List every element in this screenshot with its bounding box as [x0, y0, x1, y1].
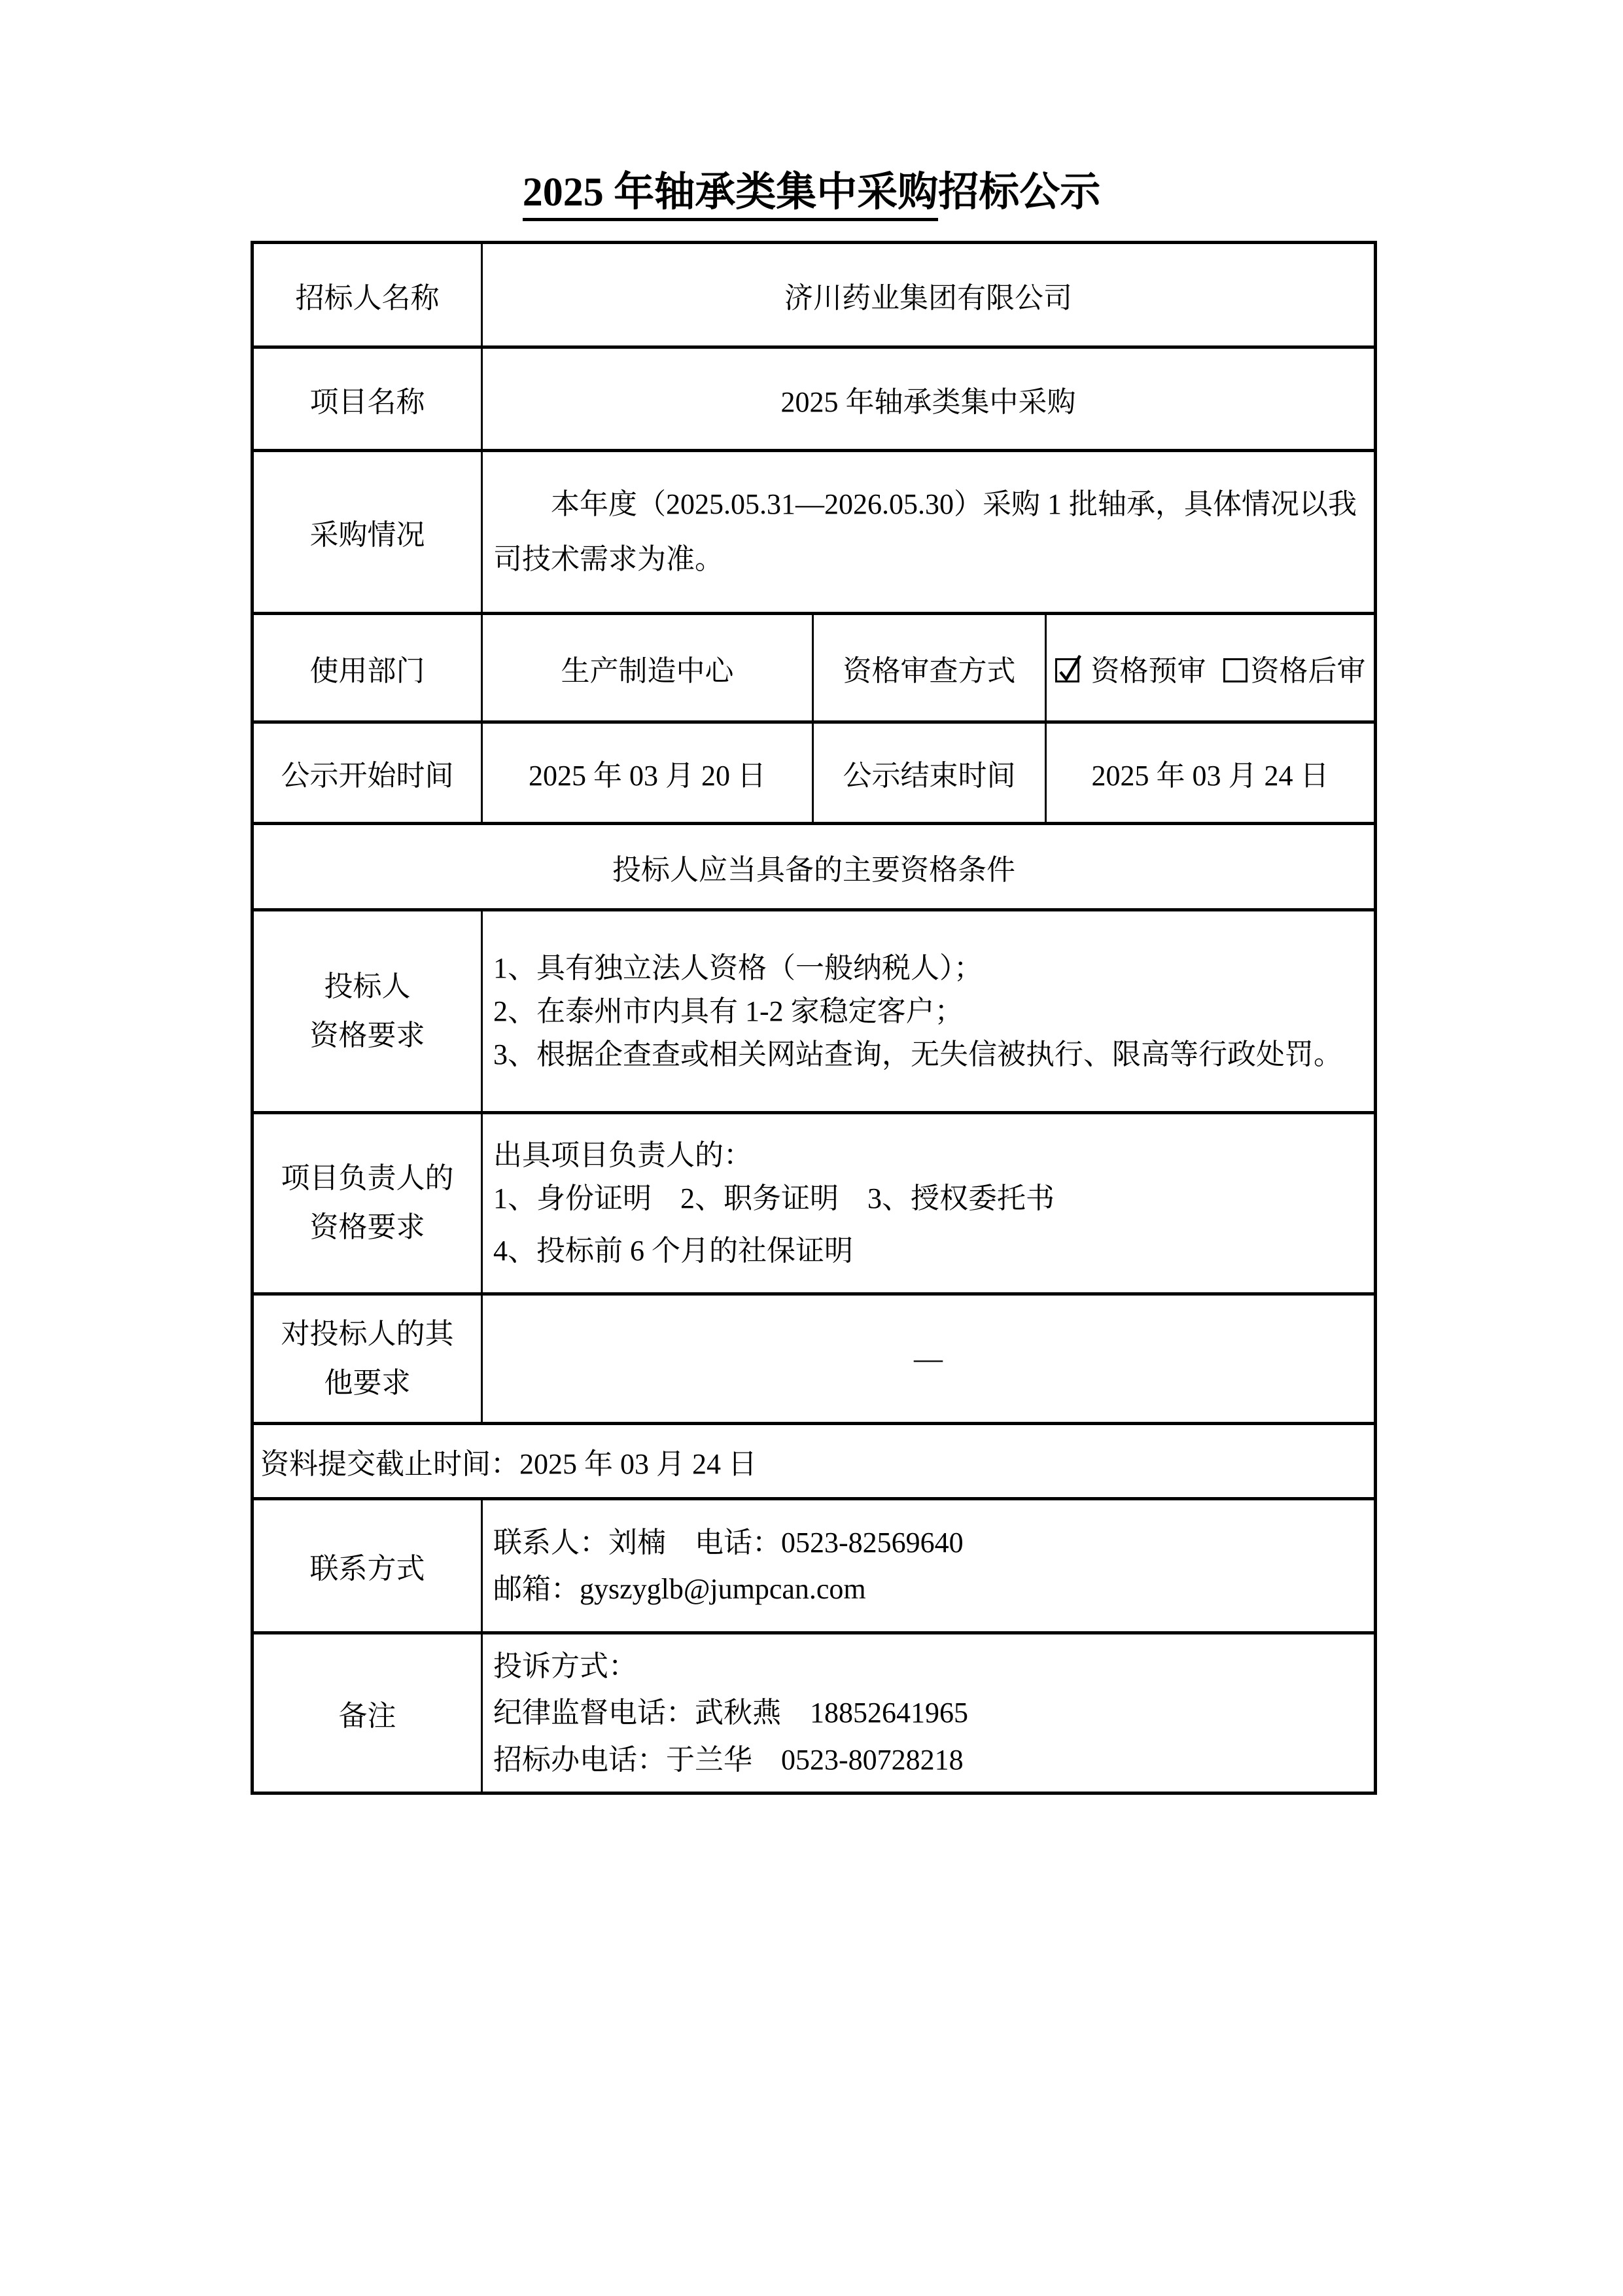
pm-qualification-cell — [482, 1113, 1376, 1294]
bidder-qualification-item: 1、具有独立法人资格（一般纳税人）； — [493, 951, 983, 984]
post-review-option-label: 资格后审 — [1250, 654, 1366, 687]
pm-qualification-label-line: 项目负责人的 — [281, 1162, 454, 1195]
page-title-underlined: 2025 年轴承类集中采购 — [523, 170, 939, 221]
remark-line-discipline-phone: 纪律监督电话：武秋燕 18852641965 — [493, 1697, 968, 1729]
checkbox-checked-icon — [1055, 658, 1079, 682]
bidder-qualification-item: 3、根据企查查或相关网站查询，无失信被执行、限高等行政处罚。 — [493, 1038, 1342, 1070]
table-row — [253, 1499, 1376, 1633]
other-requirements-label — [253, 1294, 482, 1424]
pm-qualification-label-line: 资格要求 — [309, 1211, 425, 1243]
review-method-label: 资格审查方式 — [813, 614, 1046, 722]
table-row — [253, 722, 1376, 824]
bidder-qualification-label-line: 投标人 — [324, 970, 411, 1002]
other-requirements-label-line: 他要求 — [324, 1366, 411, 1399]
qualification-section-header: 投标人应当具备的主要资格条件 — [253, 824, 1376, 910]
contact-label: 联系方式 — [253, 1499, 482, 1633]
pm-qualification-label — [253, 1113, 482, 1294]
bidder-qualification-label-line: 资格要求 — [309, 1019, 425, 1051]
procurement-info-value: 本年度（2025.05.31—2026.05.30）采购 1 批轴承，具体情况以我司技术需求为准。 — [493, 488, 1357, 575]
checkbox-unchecked-icon — [1223, 658, 1248, 682]
table-row — [253, 614, 1376, 722]
project-name-value: 2025 年轴承类集中采购 — [482, 347, 1376, 451]
other-requirements-value: — — [482, 1294, 1376, 1424]
remark-cell — [482, 1633, 1376, 1793]
pm-qualification-line: 4、投标前 6 个月的社保证明 — [493, 1235, 853, 1267]
using-department-value: 生产制造中心 — [482, 614, 813, 722]
contact-person-phone-line: 联系人：刘楠 电话：0523-82569640 — [493, 1526, 964, 1559]
publicity-end-label: 公示结束时间 — [813, 722, 1046, 824]
publicity-start-label: 公示开始时间 — [253, 722, 482, 824]
table-row — [253, 1633, 1376, 1793]
procurement-info-cell — [482, 451, 1376, 614]
table-row — [253, 451, 1376, 614]
remark-line-tender-office-phone: 招标办电话：于兰华 0523-80728218 — [493, 1743, 964, 1776]
page-title — [0, 168, 1623, 219]
project-name-label: 项目名称 — [253, 347, 482, 451]
remark-label: 备注 — [253, 1633, 482, 1793]
tenderer-name-value: 济川药业集团有限公司 — [482, 243, 1376, 347]
announcement-table — [251, 241, 1377, 1795]
table-row — [253, 1424, 1376, 1499]
pm-qualification-line: 1、身份证明 2、职务证明 3、授权委托书 — [493, 1182, 1055, 1214]
contact-email-line: 邮箱：gyszyglb@jumpcan.com — [493, 1573, 866, 1605]
procurement-info-label: 采购情况 — [253, 451, 482, 614]
remark-line-complaint: 投诉方式： — [493, 1650, 637, 1683]
table-row — [253, 347, 1376, 451]
tenderer-name-label: 招标人名称 — [253, 243, 482, 347]
other-requirements-label-line: 对投标人的其 — [281, 1317, 454, 1350]
contact-cell — [482, 1499, 1376, 1633]
bidder-qualification-cell — [482, 910, 1376, 1113]
submission-deadline: 资料提交截止时间：2025 年 03 月 24 日 — [253, 1424, 1376, 1499]
bidder-qualification-item: 2、在泰州市内具有 1-2 家稳定客户； — [493, 995, 964, 1027]
table-row — [253, 243, 1376, 347]
publicity-start-value: 2025 年 03 月 20 日 — [482, 722, 813, 824]
publicity-end-value: 2025 年 03 月 24 日 — [1046, 722, 1376, 824]
page-title-rest: 招标公示 — [938, 170, 1101, 215]
table-row — [253, 1113, 1376, 1294]
table-row — [253, 1294, 1376, 1424]
table-row — [253, 824, 1376, 910]
pm-qualification-line: 出具项目负责人的： — [493, 1139, 752, 1171]
pre-review-option-label: 资格预审 — [1091, 654, 1206, 687]
table-row — [253, 910, 1376, 1113]
review-method-options — [1046, 614, 1376, 722]
bidder-qualification-label — [253, 910, 482, 1113]
using-department-label: 使用部门 — [253, 614, 482, 722]
